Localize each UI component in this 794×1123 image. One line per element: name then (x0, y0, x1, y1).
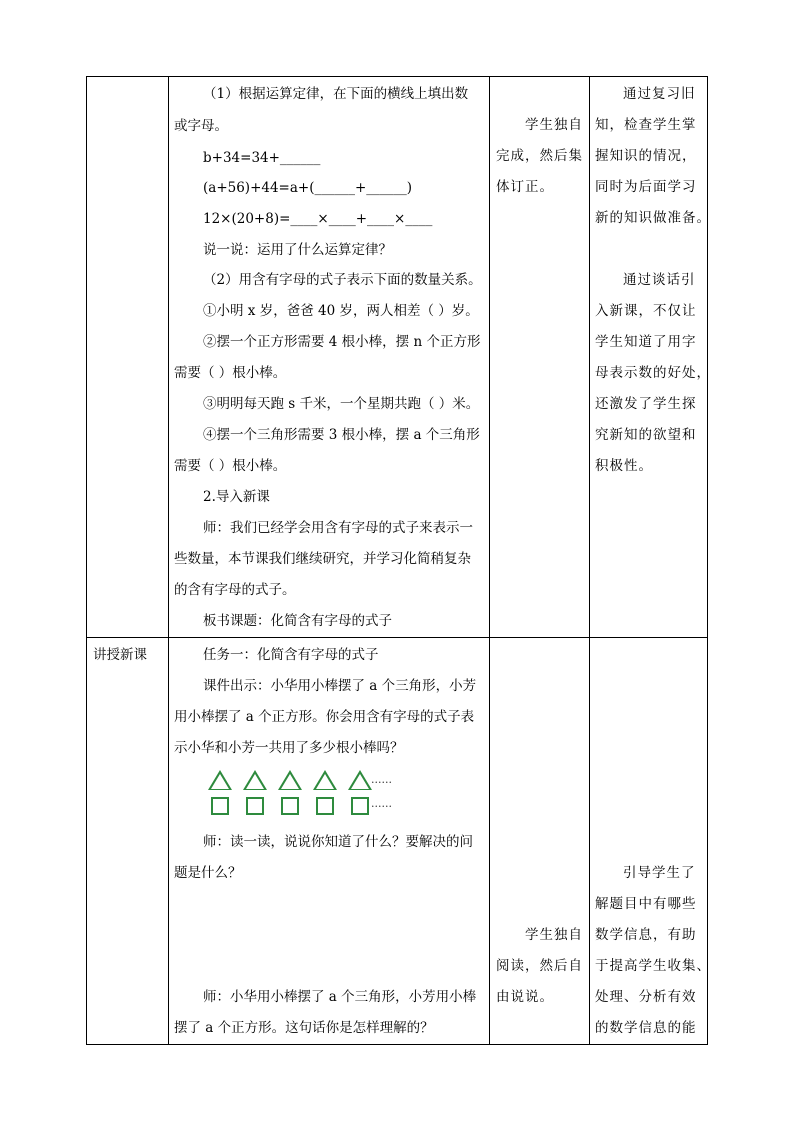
intent-line: 通过谈话引 (623, 272, 696, 288)
student-activity-line: 体订正。 (496, 179, 554, 195)
content-line: 题是什么？ (174, 865, 242, 881)
student-activity-line: 由说说。 (496, 989, 554, 1005)
content-line: 用小棒摆了 a 个正方形。你会用含有字母的式子表 (174, 709, 475, 725)
square-shape (316, 797, 334, 815)
task-heading: 任务一：化简含有字母的式子 (203, 647, 379, 663)
intent-line: 于提高学生收集、 (595, 958, 711, 974)
triangle-shape-inner (316, 774, 334, 789)
intent-line: 学生知道了用字 (595, 334, 697, 350)
question-line: 需要（ ）根小棒。 (174, 365, 287, 381)
content-line: （2）用含有字母的式子表示下面的数量关系。 (203, 272, 482, 288)
intent-line: 数学信息，有助 (595, 927, 697, 943)
table-bottom-border (86, 1044, 708, 1045)
content-line: 师：读一读，说说你知道了什么？要解决的问 (203, 834, 473, 850)
square-shape (246, 797, 264, 815)
content-line: 说一说：运用了什么运算定律？ (203, 242, 392, 258)
intent-line: 新的知识做准备。 (595, 210, 711, 226)
question-line: ④摆一个三角形需要 3 根小棒，摆 a 个三角形 (203, 427, 480, 443)
question-line: ③明明每天跑 s 千米，一个星期共跑（ ）米。 (203, 396, 480, 412)
intent-line: 解题目中有哪些 (595, 896, 697, 912)
content-line: 师：我们已经学会用含有字母的式子来表示一 (203, 520, 473, 536)
square-ellipsis: ...... (371, 797, 392, 810)
content-line: 师：小华用小棒摆了 a 个三角形，小芳用小棒 (203, 989, 477, 1005)
column-divider-stage (168, 76, 169, 1045)
equation-line: b+34=34+______ (203, 150, 321, 166)
student-activity-line: 完成，然后集 (496, 148, 583, 164)
equation-line: (a+56)+44=a+(______+______) (203, 180, 413, 196)
intent-line: 还激发了学生探 (595, 396, 697, 412)
intent-line: 握知识的情况， (595, 148, 697, 164)
student-activity-line: 阅读，然后自 (496, 958, 583, 974)
square-shape (211, 797, 229, 815)
intent-line: 究新知的欲望和 (595, 427, 697, 443)
intent-line: 的数学信息的能 (595, 1020, 697, 1036)
triangle-ellipsis: ...... (371, 773, 392, 786)
section-heading: 2.导入新课 (203, 489, 270, 505)
stage-label-new-lesson: 讲授新课 (93, 647, 147, 663)
content-line: 或字母。 (174, 118, 228, 134)
triangle-shape-inner (351, 774, 369, 789)
question-line: ②摆一个正方形需要 4 根小棒，摆 n 个正方形 (203, 334, 481, 350)
question-line: ①小明 x 岁，爸爸 40 岁，两人相差（ ）岁。 (203, 303, 479, 319)
content-line: （1）根据运算定律，在下面的横线上填出数 (203, 86, 469, 102)
column-divider-student (589, 76, 590, 1045)
column-divider-content (489, 76, 490, 1045)
content-line: 板书课题：化简含有字母的式子 (203, 613, 392, 629)
square-shape (281, 797, 299, 815)
question-line: 需要（ ）根小棒。 (174, 458, 287, 474)
content-line: 的含有字母的式子。 (174, 582, 296, 598)
intent-line: 处理、分析有效 (595, 989, 697, 1005)
triangle-shape-inner (246, 774, 264, 789)
table-top-border (86, 76, 708, 77)
intent-line: 同时为后面学习 (595, 179, 697, 195)
student-activity-line: 学生独自 (525, 927, 583, 943)
intent-line: 积极性。 (595, 458, 653, 474)
equation-line: 12×(20+8)=____×____+____×____ (203, 211, 433, 227)
content-line: 示小华和小芳一共用了多少根小棒吗？ (174, 740, 404, 756)
intent-line: 母表示数的好处， (595, 365, 711, 381)
square-shape (351, 797, 369, 815)
intent-line: 引导学生了 (623, 865, 696, 881)
content-line: 课件出示：小华用小棒摆了 a 个三角形，小芳 (203, 678, 477, 694)
intent-line: 知，检查学生掌 (595, 117, 697, 133)
content-line: 摆了 a 个正方形。这句话你是怎样理解的？ (174, 1020, 434, 1036)
triangle-shape-inner (211, 774, 229, 789)
student-activity-line: 学生独自 (525, 117, 583, 133)
triangle-shape-inner (281, 774, 299, 789)
content-line: 些数量，本节课我们继续研究，并学习化简稍复杂 (174, 551, 471, 567)
table-left-border (86, 76, 87, 1045)
intent-line: 入新课，不仅让 (595, 303, 697, 319)
intent-line: 通过复习旧 (623, 86, 696, 102)
row-divider (86, 637, 708, 638)
